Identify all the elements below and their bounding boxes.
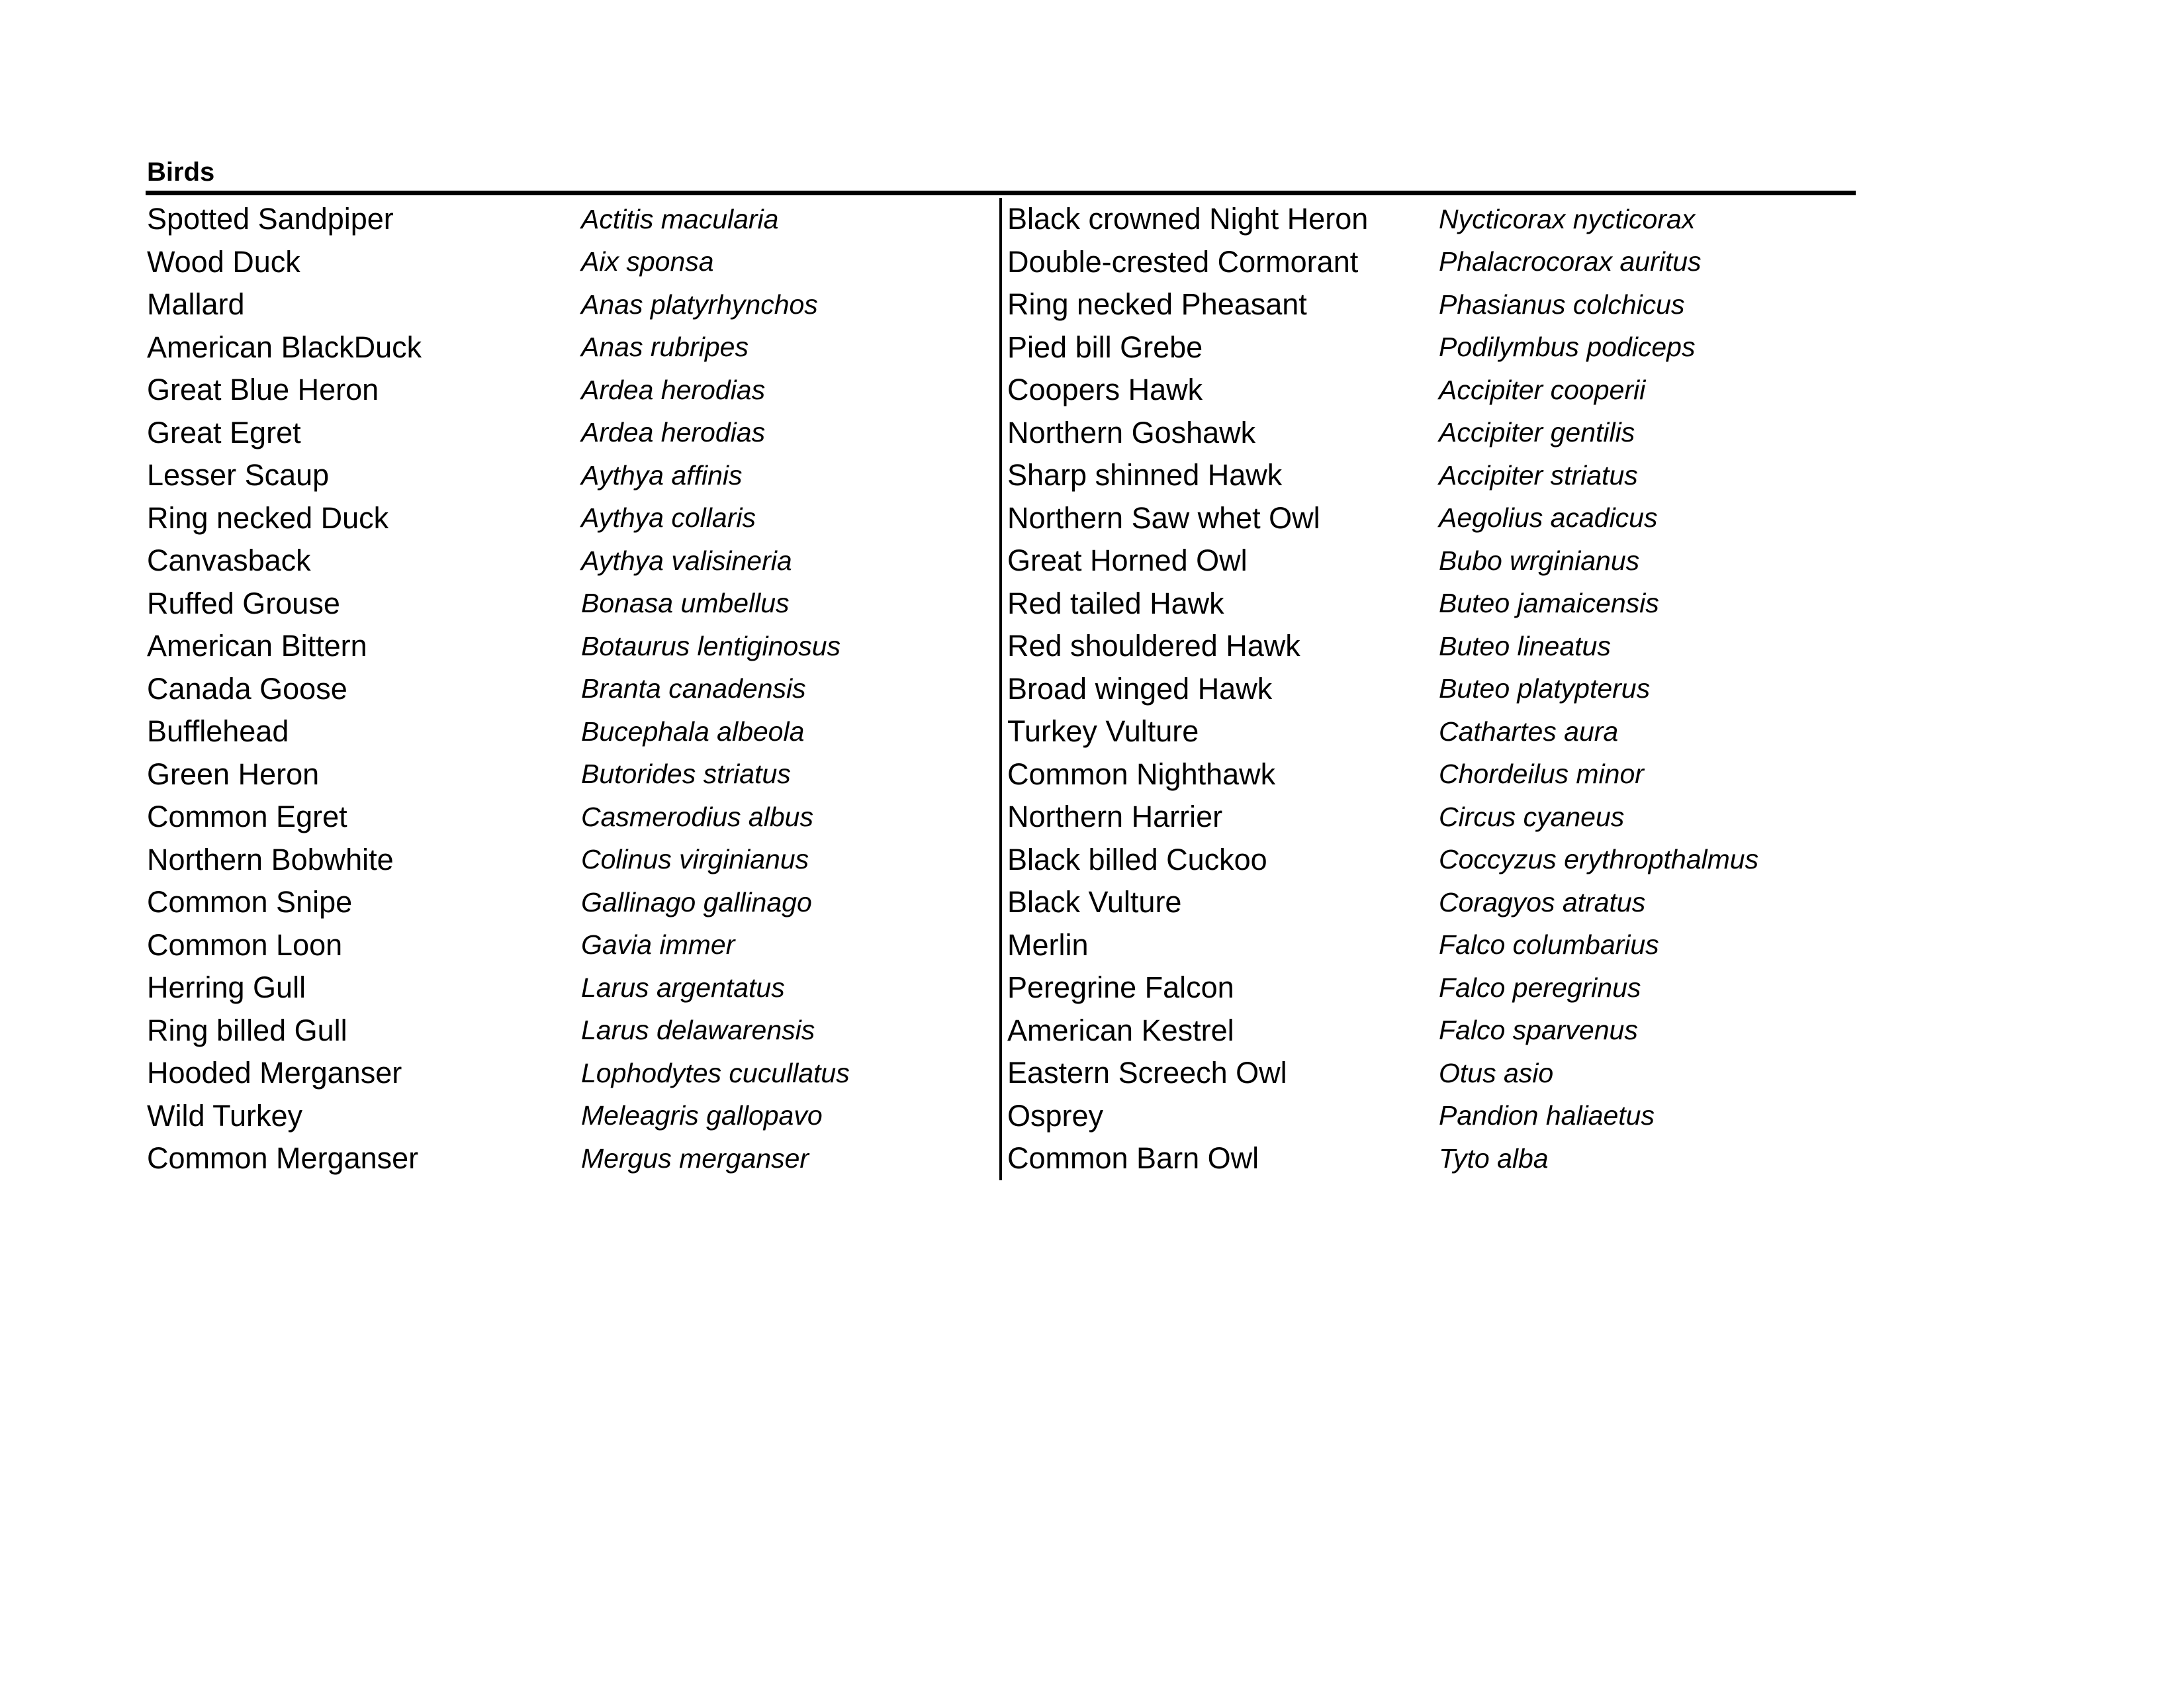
- common-name: Northern Goshawk: [1007, 415, 1256, 449]
- common-name: Broad winged Hawk: [1007, 671, 1273, 706]
- common-name: Red shouldered Hawk: [1007, 629, 1300, 663]
- table-row: [1002, 1052, 1856, 1095]
- scientific-name: Buteo platypterus: [1439, 673, 1651, 704]
- table-row: [146, 1095, 999, 1138]
- scientific-name: Anas platyrhynchos: [581, 289, 818, 320]
- common-name: Spotted Sandpiper: [147, 202, 394, 236]
- common-name: Common Loon: [147, 927, 343, 962]
- table-row: [1002, 1009, 1856, 1053]
- common-name: Great Egret: [147, 415, 301, 449]
- table-row: [146, 369, 999, 412]
- common-name: Mallard: [147, 287, 245, 322]
- common-name: Black crowned Night Heron: [1007, 202, 1369, 236]
- table-row: [1002, 454, 1856, 497]
- table-row: [146, 454, 999, 497]
- scientific-name: Phalacrocorax auritus: [1439, 246, 1702, 277]
- scientific-name: Larus delawarensis: [581, 1015, 815, 1046]
- scientific-name: Aythya affinis: [581, 459, 743, 491]
- common-name: Canvasback: [147, 543, 311, 578]
- scientific-name: Phasianus colchicus: [1439, 289, 1685, 320]
- common-name: Green Heron: [147, 757, 320, 791]
- table-row: [1002, 668, 1856, 711]
- scientific-name: Podilymbus podiceps: [1439, 332, 1696, 363]
- scientific-name: Branta canadensis: [581, 673, 806, 704]
- scientific-name: Larus argentatus: [581, 972, 785, 1003]
- table-row: [1002, 583, 1856, 626]
- scientific-name: Gallinago gallinago: [581, 886, 812, 917]
- common-name: Great Blue Heron: [147, 373, 379, 407]
- common-name: Eastern Screech Owl: [1007, 1056, 1287, 1090]
- scientific-name: Aegolius acadicus: [1439, 502, 1658, 534]
- common-name: American Bittern: [147, 629, 367, 663]
- scientific-name: Casmerodius albus: [581, 801, 813, 832]
- scientific-name: Ardea herodias: [581, 417, 766, 448]
- common-name: Ring necked Duck: [147, 500, 389, 535]
- scientific-name: Meleagris gallopavo: [581, 1100, 823, 1131]
- table-row: [146, 198, 999, 241]
- common-name: Hooded Merganser: [147, 1056, 402, 1090]
- common-name: Double-crested Cormorant: [1007, 244, 1359, 279]
- section-title: Birds: [147, 158, 215, 187]
- common-name: Bufflehead: [147, 714, 289, 749]
- common-name: Osprey: [1007, 1098, 1104, 1133]
- table-row: [1002, 412, 1856, 455]
- left-column: [146, 198, 999, 1180]
- scientific-name: Coragyos atratus: [1439, 886, 1646, 917]
- table-row: [146, 881, 999, 924]
- common-name: Red tailed Hawk: [1007, 586, 1224, 620]
- table-row: [146, 753, 999, 796]
- table-row: [146, 241, 999, 284]
- scientific-name: Nycticorax nycticorax: [1439, 203, 1696, 234]
- table-row: [146, 668, 999, 711]
- table-row: [1002, 497, 1856, 540]
- scientific-name: Mergus merganser: [581, 1143, 809, 1174]
- scientific-name: Otus asio: [1439, 1057, 1554, 1088]
- table-row: [1002, 1095, 1856, 1138]
- table-row: [1002, 198, 1856, 241]
- common-name: Northern Saw whet Owl: [1007, 500, 1320, 535]
- table-row: [1002, 369, 1856, 412]
- common-name: Common Snipe: [147, 885, 353, 919]
- common-name: Northern Bobwhite: [147, 842, 394, 876]
- common-name: American Kestrel: [1007, 1013, 1234, 1047]
- common-name: Ring necked Pheasant: [1007, 287, 1307, 322]
- table-row: [1002, 966, 1856, 1009]
- scientific-name: Bucephala albeola: [581, 716, 805, 747]
- scientific-name: Accipiter gentilis: [1439, 417, 1635, 448]
- table-row: [1002, 283, 1856, 326]
- scientific-name: Accipiter cooperii: [1439, 374, 1646, 405]
- table-row: [146, 710, 999, 753]
- table-row: [146, 583, 999, 626]
- right-column: [999, 198, 1856, 1180]
- common-name: Common Egret: [147, 800, 347, 834]
- scientific-name: Lophodytes cucullatus: [581, 1057, 850, 1088]
- common-name: Peregrine Falcon: [1007, 970, 1234, 1005]
- scientific-name: Accipiter striatus: [1439, 459, 1638, 491]
- table-row: [146, 497, 999, 540]
- scientific-name: Ardea herodias: [581, 374, 766, 405]
- scientific-name: Buteo lineatus: [1439, 630, 1611, 661]
- common-name: Sharp shinned Hawk: [1007, 458, 1283, 492]
- table-row: [1002, 839, 1856, 882]
- common-name: Common Barn Owl: [1007, 1141, 1259, 1176]
- common-name: American BlackDuck: [147, 330, 422, 364]
- scientific-name: Falco sparvenus: [1439, 1015, 1638, 1046]
- scientific-name: Colinus virginianus: [581, 844, 809, 875]
- scientific-name: Buteo jamaicensis: [1439, 588, 1659, 619]
- common-name: Northern Harrier: [1007, 800, 1223, 834]
- scientific-name: Bonasa umbellus: [581, 588, 790, 619]
- common-name: Canada Goose: [147, 671, 347, 706]
- table-row: [146, 1137, 999, 1180]
- table-row: [146, 796, 999, 839]
- table-row: [1002, 796, 1856, 839]
- scientific-name: Aix sponsa: [581, 246, 714, 277]
- common-name: Coopers Hawk: [1007, 373, 1203, 407]
- common-name: Pied bill Grebe: [1007, 330, 1203, 364]
- table-row: [146, 1009, 999, 1053]
- scientific-name: Aythya collaris: [581, 502, 756, 534]
- birds-sheet: [146, 154, 1856, 1180]
- species-table: [146, 195, 1856, 1180]
- scientific-name: Butorides striatus: [581, 759, 791, 790]
- common-name: Wild Turkey: [147, 1098, 303, 1133]
- scientific-name: Actitis macularia: [581, 203, 779, 234]
- table-row: [1002, 1137, 1856, 1180]
- table-row: [1002, 539, 1856, 583]
- table-row: [146, 839, 999, 882]
- table-row: [1002, 924, 1856, 967]
- common-name: Common Merganser: [147, 1141, 419, 1176]
- common-name: Black Vulture: [1007, 885, 1182, 919]
- common-name: Turkey Vulture: [1007, 714, 1199, 749]
- table-row: [1002, 881, 1856, 924]
- table-row: [146, 625, 999, 668]
- table-row: [1002, 326, 1856, 369]
- scientific-name: Cathartes aura: [1439, 716, 1619, 747]
- common-name: Merlin: [1007, 927, 1089, 962]
- scientific-name: Coccyzus erythropthalmus: [1439, 844, 1759, 875]
- scientific-name: Aythya valisineria: [581, 545, 792, 576]
- common-name: Lesser Scaup: [147, 458, 330, 492]
- scientific-name: Botaurus lentiginosus: [581, 630, 841, 661]
- common-name: Black billed Cuckoo: [1007, 842, 1267, 876]
- table-row: [146, 924, 999, 967]
- scientific-name: Chordeilus minor: [1439, 759, 1644, 790]
- common-name: Herring Gull: [147, 970, 306, 1005]
- common-name: Common Nighthawk: [1007, 757, 1276, 791]
- table-row: [146, 412, 999, 455]
- scientific-name: Gavia immer: [581, 929, 735, 961]
- common-name: Ruffed Grouse: [147, 586, 340, 620]
- scientific-name: Falco peregrinus: [1439, 972, 1641, 1003]
- scientific-name: Anas rubripes: [581, 332, 749, 363]
- scientific-name: Tyto alba: [1439, 1143, 1549, 1174]
- table-row: [146, 539, 999, 583]
- common-name: Great Horned Owl: [1007, 543, 1248, 578]
- scientific-name: Pandion haliaetus: [1439, 1100, 1655, 1131]
- table-row: [146, 283, 999, 326]
- scientific-name: Circus cyaneus: [1439, 801, 1625, 832]
- table-row: [1002, 241, 1856, 284]
- common-name: Ring billed Gull: [147, 1013, 347, 1047]
- table-row: [146, 326, 999, 369]
- table-row: [1002, 753, 1856, 796]
- scientific-name: Falco columbarius: [1439, 929, 1659, 961]
- table-row: [1002, 625, 1856, 668]
- scientific-name: Bubo wrginianus: [1439, 545, 1640, 576]
- table-row: [146, 966, 999, 1009]
- table-row: [146, 1052, 999, 1095]
- table-row: [1002, 710, 1856, 753]
- header-rule: [146, 191, 1856, 195]
- common-name: Wood Duck: [147, 244, 300, 279]
